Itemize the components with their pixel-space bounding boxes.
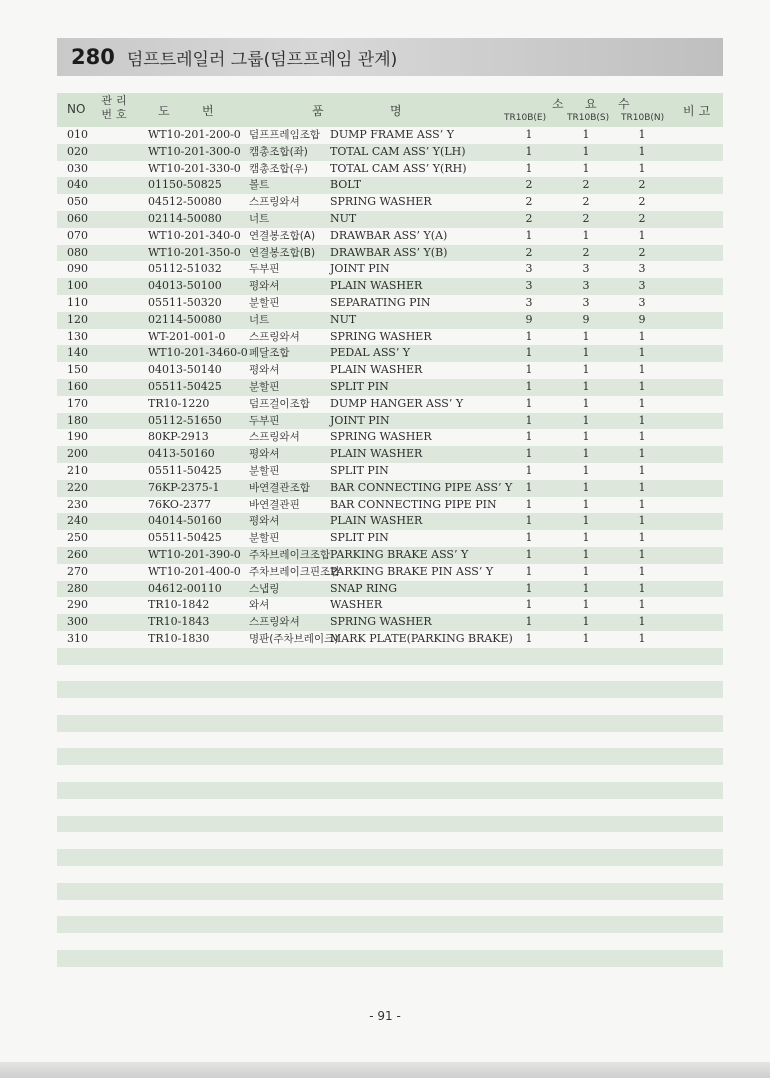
part-number-cell: 290 <box>67 598 88 612</box>
part-number-cell: 210 <box>67 463 88 477</box>
drawing-number-cell: TR10-1830 <box>148 631 210 645</box>
empty-table-row <box>57 916 723 933</box>
part-number-cell: 030 <box>67 161 88 175</box>
korean-name-cell: 분할핀 <box>249 464 280 477</box>
table-row <box>57 127 723 144</box>
drawing-number-cell: WT10-201-390-0 <box>148 547 241 561</box>
korean-name-cell: 너트 <box>249 313 270 326</box>
qty-e-cell: 1 <box>525 228 533 242</box>
drawing-number-cell: 04013-50100 <box>148 279 222 293</box>
qty-e-cell: 9 <box>525 312 533 326</box>
qty-s-cell: 1 <box>582 564 590 578</box>
qty-s-cell: 1 <box>582 547 590 561</box>
english-name-cell: MARK PLATE(PARKING BRAKE) <box>330 631 513 645</box>
qty-e-cell: 1 <box>525 430 533 444</box>
qty-e-cell: 1 <box>525 547 533 561</box>
qty-e-cell: 2 <box>525 195 533 209</box>
qty-s-cell: 3 <box>582 279 590 293</box>
qty-s-cell: 1 <box>582 430 590 444</box>
qty-e-cell: 1 <box>525 329 533 343</box>
english-name-cell: DUMP FRAME ASS’ Y <box>330 128 454 141</box>
header-model-s: TR10B(S) <box>567 113 610 123</box>
qty-e-cell: 2 <box>525 178 533 192</box>
qty-n-cell: 1 <box>638 447 646 461</box>
table-row <box>57 379 723 396</box>
qty-e-cell: 1 <box>525 413 533 427</box>
part-number-cell: 160 <box>67 379 88 393</box>
drawing-number-cell: 02114-50080 <box>148 312 222 326</box>
empty-table-row <box>57 765 723 782</box>
korean-name-cell: 연결봉조합(B) <box>249 246 316 259</box>
qty-s-cell: 1 <box>582 144 590 158</box>
korean-name-cell: 스프링와셔 <box>249 196 300 209</box>
empty-table-row <box>57 883 723 900</box>
qty-n-cell: 1 <box>638 564 646 578</box>
table-row <box>57 564 723 581</box>
qty-s-cell: 3 <box>582 262 590 276</box>
part-number-cell: 170 <box>67 396 88 410</box>
qty-n-cell: 1 <box>638 480 646 494</box>
qty-n-cell: 1 <box>638 531 646 545</box>
qty-s-cell: 1 <box>582 379 590 393</box>
part-number-cell: 230 <box>67 497 88 511</box>
table-row <box>57 278 723 295</box>
qty-e-cell: 1 <box>525 598 533 612</box>
korean-name-cell: 두부핀 <box>249 263 280 276</box>
header-qty-b: 요 <box>585 97 597 111</box>
part-number-cell: 180 <box>67 413 88 427</box>
qty-n-cell: 1 <box>638 547 646 561</box>
english-name-cell: BOLT <box>330 178 362 192</box>
qty-e-cell: 1 <box>525 615 533 629</box>
qty-n-cell: 1 <box>638 396 646 410</box>
qty-n-cell: 1 <box>638 144 646 158</box>
qty-n-cell: 1 <box>638 128 646 141</box>
qty-e-cell: 1 <box>525 531 533 545</box>
qty-n-cell: 1 <box>638 346 646 360</box>
empty-table-row <box>57 849 723 866</box>
table-row <box>57 261 723 278</box>
table-row <box>57 245 723 262</box>
english-name-cell: PLAIN WASHER <box>330 447 423 461</box>
korean-name-cell: 분할핀 <box>249 380 280 393</box>
qty-e-cell: 1 <box>525 581 533 595</box>
korean-name-cell: 분할핀 <box>249 532 280 545</box>
table-row <box>57 446 723 463</box>
empty-table-row <box>57 665 723 682</box>
table-row <box>57 581 723 598</box>
qty-n-cell: 1 <box>638 581 646 595</box>
drawing-number-cell: WT10-201-340-0 <box>148 228 241 242</box>
qty-e-cell: 2 <box>525 245 533 259</box>
korean-name-cell: 두부핀 <box>249 414 280 427</box>
part-number-cell: 050 <box>67 195 88 209</box>
qty-e-cell: 1 <box>525 463 533 477</box>
part-number-cell: 300 <box>67 615 88 629</box>
part-number-cell: 010 <box>67 128 88 141</box>
table-row <box>57 161 723 178</box>
qty-e-cell: 1 <box>525 480 533 494</box>
qty-e-cell: 1 <box>525 514 533 528</box>
table-header <box>57 93 723 127</box>
part-number-cell: 250 <box>67 531 88 545</box>
english-name-cell: TOTAL CAM ASS’ Y(RH) <box>330 161 467 175</box>
qty-e-cell: 1 <box>525 631 533 645</box>
korean-name-cell: 너트 <box>249 212 270 225</box>
qty-e-cell: 3 <box>525 262 533 276</box>
english-name-cell: BAR CONNECTING PIPE PIN <box>330 497 497 511</box>
qty-e-cell: 1 <box>525 447 533 461</box>
table-row <box>57 513 723 530</box>
table-row <box>57 614 723 631</box>
english-name-cell: SPRING WASHER <box>330 430 432 444</box>
drawing-number-cell: 76KO-2377 <box>148 497 212 511</box>
qty-s-cell: 3 <box>582 295 590 309</box>
part-number-cell: 040 <box>67 178 88 192</box>
korean-name-cell: 바연결관조합 <box>249 481 310 494</box>
qty-e-cell: 1 <box>525 363 533 377</box>
drawing-number-cell: 04014-50160 <box>148 514 222 528</box>
english-name-cell: WASHER <box>330 598 383 612</box>
korean-name-cell: 스프링와셔 <box>249 431 300 444</box>
qty-s-cell: 1 <box>582 363 590 377</box>
korean-name-cell: 페달조합 <box>249 347 290 360</box>
part-number-cell: 310 <box>67 631 88 645</box>
part-number-cell: 110 <box>67 295 88 309</box>
drawing-number-cell: 05112-51650 <box>148 413 222 427</box>
table-row <box>57 497 723 514</box>
qty-n-cell: 2 <box>638 195 646 209</box>
qty-e-cell: 2 <box>525 211 533 225</box>
korean-name-cell: 주차브레이크조합 <box>249 548 331 561</box>
english-name-cell: SPLIT PIN <box>330 531 389 545</box>
header-qty-c: 수 <box>618 97 630 111</box>
part-number-cell: 220 <box>67 480 88 494</box>
korean-name-cell: 주차브레이크핀조합 <box>249 565 341 578</box>
qty-e-cell: 1 <box>525 396 533 410</box>
qty-e-cell: 3 <box>525 279 533 293</box>
qty-s-cell: 1 <box>582 228 590 242</box>
qty-s-cell: 1 <box>582 329 590 343</box>
english-name-cell: TOTAL CAM ASS’ Y(LH) <box>330 144 466 158</box>
table-row <box>57 211 723 228</box>
table-row <box>57 194 723 211</box>
table-row <box>57 530 723 547</box>
korean-name-cell: 볼트 <box>249 179 270 192</box>
qty-s-cell: 2 <box>582 211 590 225</box>
korean-name-cell: 스냅링 <box>249 582 280 595</box>
drawing-number-cell: 05511-50425 <box>148 463 222 477</box>
qty-s-cell: 1 <box>582 581 590 595</box>
table-row <box>57 597 723 614</box>
english-name-cell: SEPARATING PIN <box>330 295 431 309</box>
part-number-cell: 080 <box>67 245 88 259</box>
part-number-cell: 280 <box>67 581 88 595</box>
qty-n-cell: 3 <box>638 279 646 293</box>
english-name-cell: DRAWBAR ASS’ Y(B) <box>330 245 448 259</box>
qty-n-cell: 2 <box>638 245 646 259</box>
qty-s-cell: 1 <box>582 514 590 528</box>
empty-table-row <box>57 681 723 698</box>
table-row <box>57 295 723 312</box>
section-title-bar <box>57 38 723 76</box>
part-number-cell: 100 <box>67 279 88 293</box>
korean-name-cell: 바연결관핀 <box>249 498 300 511</box>
empty-table-row <box>57 933 723 950</box>
qty-n-cell: 1 <box>638 430 646 444</box>
empty-table-row <box>57 715 723 732</box>
part-number-cell: 070 <box>67 228 88 242</box>
qty-e-cell: 1 <box>525 128 533 141</box>
parts-table-body <box>57 127 723 967</box>
qty-n-cell: 3 <box>638 295 646 309</box>
english-name-cell: SPLIT PIN <box>330 463 389 477</box>
qty-n-cell: 1 <box>638 514 646 528</box>
header-qty-a: 소 <box>552 97 564 111</box>
drawing-number-cell: 05511-50425 <box>148 531 222 545</box>
drawing-number-cell: 04612-00110 <box>148 581 222 595</box>
header-drawing-b: 번 <box>202 104 214 118</box>
qty-s-cell: 9 <box>582 312 590 326</box>
table-row <box>57 345 723 362</box>
empty-table-row <box>57 648 723 665</box>
table-row <box>57 228 723 245</box>
header-name-b: 명 <box>390 104 402 118</box>
english-name-cell: PEDAL ASS’ Y <box>330 346 411 360</box>
korean-name-cell: 캠총조합(우) <box>249 162 308 175</box>
korean-name-cell: 와셔 <box>249 599 270 612</box>
part-number-cell: 150 <box>67 363 88 377</box>
empty-table-row <box>57 900 723 917</box>
qty-e-cell: 1 <box>525 564 533 578</box>
header-model-n: TR10B(N) <box>621 113 665 123</box>
qty-s-cell: 2 <box>582 245 590 259</box>
qty-n-cell: 1 <box>638 363 646 377</box>
drawing-number-cell: 04512-50080 <box>148 195 222 209</box>
korean-name-cell: 분할핀 <box>249 296 280 309</box>
qty-n-cell: 1 <box>638 598 646 612</box>
header-model-e: TR10B(E) <box>504 113 547 123</box>
table-row <box>57 362 723 379</box>
qty-s-cell: 1 <box>582 531 590 545</box>
english-name-cell: JOINT PIN <box>330 413 390 427</box>
header-name-a: 품 <box>312 104 324 118</box>
qty-s-cell: 1 <box>582 161 590 175</box>
part-number-cell: 020 <box>67 144 88 158</box>
qty-s-cell: 1 <box>582 128 590 141</box>
korean-name-cell: 캠총조합(좌) <box>249 145 308 158</box>
english-name-cell: BAR CONNECTING PIPE ASS’ Y <box>330 480 513 494</box>
qty-n-cell: 1 <box>638 161 646 175</box>
page-bottom-edge <box>0 1062 770 1078</box>
english-name-cell: DUMP HANGER ASS’ Y <box>330 396 464 410</box>
drawing-number-cell: TR10-1220 <box>148 396 210 410</box>
english-name-cell: NUT <box>330 211 357 225</box>
table-row <box>57 631 723 648</box>
qty-s-cell: 1 <box>582 413 590 427</box>
table-row <box>57 177 723 194</box>
qty-e-cell: 1 <box>525 379 533 393</box>
drawing-number-cell: 05511-50320 <box>148 295 222 309</box>
table-row <box>57 413 723 430</box>
qty-n-cell: 1 <box>638 228 646 242</box>
empty-table-row <box>57 950 723 967</box>
korean-name-cell: 연결봉조합(A) <box>249 229 316 242</box>
qty-n-cell: 2 <box>638 178 646 192</box>
header-management-number: 관리번호 <box>101 94 131 121</box>
korean-name-cell: 덤프프레임조합 <box>249 129 321 141</box>
empty-table-row <box>57 799 723 816</box>
part-number-cell: 200 <box>67 447 88 461</box>
part-number-cell: 120 <box>67 312 88 326</box>
qty-n-cell: 1 <box>638 329 646 343</box>
english-name-cell: SPLIT PIN <box>330 379 389 393</box>
qty-n-cell: 3 <box>638 262 646 276</box>
table-row <box>57 480 723 497</box>
drawing-number-cell: 0413-50160 <box>148 447 215 461</box>
part-number-cell: 140 <box>67 346 88 360</box>
table-row <box>57 547 723 564</box>
part-number-cell: 190 <box>67 430 88 444</box>
header-drawing-a: 도 <box>158 104 170 118</box>
table-row <box>57 396 723 413</box>
korean-name-cell: 평와셔 <box>249 364 280 377</box>
drawing-number-cell: WT10-201-400-0 <box>148 564 241 578</box>
empty-table-row <box>57 816 723 833</box>
qty-n-cell: 1 <box>638 615 646 629</box>
section-number: 280 <box>71 45 115 69</box>
qty-s-cell: 1 <box>582 396 590 410</box>
english-name-cell: SPRING WASHER <box>330 195 432 209</box>
table-row <box>57 429 723 446</box>
part-number-cell: 090 <box>67 262 88 276</box>
english-name-cell: DRAWBAR ASS’ Y(A) <box>330 228 448 242</box>
drawing-number-cell: WT-201-001-0 <box>148 329 226 343</box>
drawing-number-cell: 76KP-2375-1 <box>148 480 220 494</box>
korean-name-cell: 덤프걸이조합 <box>249 397 310 410</box>
drawing-number-cell: WT10-201-200-0 <box>148 128 241 141</box>
empty-table-row <box>57 732 723 749</box>
qty-n-cell: 1 <box>638 631 646 645</box>
qty-s-cell: 1 <box>582 463 590 477</box>
english-name-cell: SPRING WASHER <box>330 329 432 343</box>
drawing-number-cell: WT10-201-330-0 <box>148 161 241 175</box>
korean-name-cell: 명판(주차브레이크) <box>249 632 339 645</box>
qty-e-cell: 3 <box>525 295 533 309</box>
english-name-cell: PARKING BRAKE ASS’ Y <box>330 547 469 561</box>
header-no: NO <box>67 102 86 116</box>
qty-e-cell: 1 <box>525 497 533 511</box>
table-row <box>57 312 723 329</box>
korean-name-cell: 평와셔 <box>249 515 280 528</box>
header-remark: 비고 <box>683 104 715 118</box>
qty-n-cell: 1 <box>638 463 646 477</box>
empty-table-row <box>57 698 723 715</box>
qty-e-cell: 1 <box>525 161 533 175</box>
table-row <box>57 329 723 346</box>
korean-name-cell: 스프링와셔 <box>249 616 300 629</box>
section-title: 덤프트레일러 그룹(덤프프레임 관계) <box>126 49 398 70</box>
english-name-cell: PLAIN WASHER <box>330 279 423 293</box>
drawing-number-cell: TR10-1843 <box>148 615 210 629</box>
english-name-cell: SNAP RING <box>330 581 398 595</box>
drawing-number-cell: 02114-50080 <box>148 211 222 225</box>
korean-name-cell: 평와셔 <box>249 448 280 461</box>
english-name-cell: SPRING WASHER <box>330 615 432 629</box>
drawing-number-cell: WT10-201-3460-0 <box>148 346 248 360</box>
english-name-cell: PARKING BRAKE PIN ASS’ Y <box>330 564 494 578</box>
english-name-cell: PLAIN WASHER <box>330 514 423 528</box>
qty-s-cell: 2 <box>582 195 590 209</box>
qty-e-cell: 1 <box>525 144 533 158</box>
english-name-cell: NUT <box>330 312 357 326</box>
english-name-cell: PLAIN WASHER <box>330 363 423 377</box>
part-number-cell: 240 <box>67 514 88 528</box>
drawing-number-cell: 05112-51032 <box>148 262 222 276</box>
qty-e-cell: 1 <box>525 346 533 360</box>
table-row <box>57 463 723 480</box>
qty-s-cell: 1 <box>582 615 590 629</box>
drawing-number-cell: WT10-201-350-0 <box>148 245 241 259</box>
korean-name-cell: 평와셔 <box>249 280 280 293</box>
table-row <box>57 144 723 161</box>
drawing-number-cell: 80KP-2913 <box>148 430 209 444</box>
drawing-number-cell: 01150-50825 <box>148 178 222 192</box>
part-number-cell: 060 <box>67 211 88 225</box>
qty-s-cell: 1 <box>582 598 590 612</box>
qty-s-cell: 1 <box>582 480 590 494</box>
qty-s-cell: 1 <box>582 346 590 360</box>
qty-s-cell: 1 <box>582 497 590 511</box>
qty-n-cell: 1 <box>638 379 646 393</box>
qty-n-cell: 1 <box>638 497 646 511</box>
page-number: - 91 - <box>369 1009 401 1023</box>
drawing-number-cell: 05511-50425 <box>148 379 222 393</box>
empty-table-row <box>57 782 723 799</box>
qty-n-cell: 2 <box>638 211 646 225</box>
drawing-number-cell: 04013-50140 <box>148 363 222 377</box>
qty-s-cell: 2 <box>582 178 590 192</box>
part-number-cell: 270 <box>67 564 88 578</box>
korean-name-cell: 스프링와셔 <box>249 330 300 343</box>
part-number-cell: 260 <box>67 547 88 561</box>
empty-table-row <box>57 748 723 765</box>
empty-table-row <box>57 866 723 883</box>
part-number-cell: 130 <box>67 329 88 343</box>
qty-n-cell: 1 <box>638 413 646 427</box>
drawing-number-cell: TR10-1842 <box>148 598 210 612</box>
drawing-number-cell: WT10-201-300-0 <box>148 144 241 158</box>
qty-s-cell: 1 <box>582 631 590 645</box>
qty-s-cell: 1 <box>582 447 590 461</box>
qty-n-cell: 9 <box>638 312 646 326</box>
english-name-cell: JOINT PIN <box>330 262 390 276</box>
empty-table-row <box>57 832 723 849</box>
